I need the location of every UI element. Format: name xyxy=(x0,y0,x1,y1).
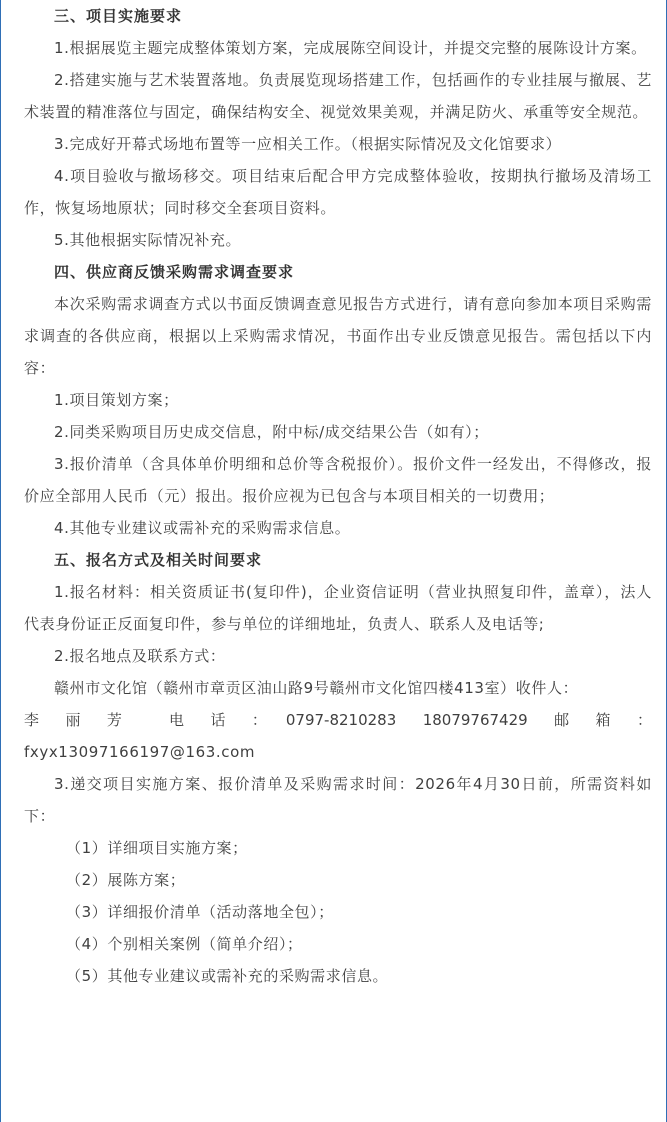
list-item: （1）详细项目实施方案； xyxy=(66,839,248,857)
paragraph: 3.完成好开幕式场地布置等一应相关工作。（根据实际情况及文化馆要求） xyxy=(54,135,562,153)
paragraph: 本次采购需求调查方式以书面反馈调查意见报告方式进行，请有意向参加本项目采购需求调查的各供应商，根据以上采购需求情况，书面作出专业反馈意见报告。需包括以下内容： xyxy=(24,295,652,377)
address-line: 赣州市文化馆（赣州市章贡区油山路9号赣州市文化馆四楼413室）收件人： xyxy=(54,679,579,697)
list-item: （3）详细报价清单（活动落地全包）； xyxy=(66,903,334,921)
list-item: （4）个别相关案例（简单介绍）； xyxy=(66,935,303,953)
paragraph: 1.根据展览主题完成整体策划方案，完成展陈空间设计，并提交完整的展陈设计方案。 xyxy=(54,39,647,57)
list-item: （5）其他专业建议或需补充的采购需求信息。 xyxy=(66,967,389,985)
paragraph: 1.项目策划方案； xyxy=(54,391,179,409)
paragraph: 2.同类采购项目历史成交信息，附中标/成交结果公告（如有）； xyxy=(54,423,489,441)
paragraph: 4.项目验收与撤场移交。项目结束后配合甲方完成整体验收，按期执行撤场及清场工作，恢复场地原状；同时移交全套项目资料。 xyxy=(24,167,652,217)
paragraph: 4.其他专业建议或需补充的采购需求信息。 xyxy=(54,519,351,537)
list-item: （2）展陈方案； xyxy=(66,871,186,889)
section-heading-registration: 五、报名方式及相关时间要求 xyxy=(54,551,263,569)
paragraph: 3.递交项目实施方案、报价清单及采购需求时间：2026年4月30日前，所需资料如下： xyxy=(24,775,652,825)
section-heading-implementation: 三、项目实施要求 xyxy=(54,7,183,25)
paragraph: 2.搭建实施与艺术装置落地。负责展览现场搭建工作，包括画作的专业挂展与撤展、艺术装置的精准落位与固定，确保结构安全、视觉效果美观，并满足防火、承重等安全规范。 xyxy=(24,71,652,121)
email-line: fxyx13097166197@163.com xyxy=(24,743,256,761)
contact-line: 李 丽 芳 电 话 ： 0797-8210283 18079767429 邮 箱 ： xyxy=(24,711,652,729)
paragraph: 1.报名材料：相关资质证书(复印件)，企业资信证明（营业执照复印件，盖章），法人代表身份证正反面复印件，参与单位的详细地址，负责人、联系人及电话等; xyxy=(24,583,652,633)
paragraph: 5.其他根据实际情况补充。 xyxy=(54,231,242,249)
paragraph: 3.报价清单（含具体单价明细和总价等含税报价）。报价文件一经发出，不得修改，报价应全部用人民币（元）报出。报价应视为已包含与本项目相关的一切费用； xyxy=(24,455,652,505)
paragraph: 2.报名地点及联系方式： xyxy=(54,647,226,665)
section-heading-feedback: 四、供应商反馈采购需求调查要求 xyxy=(54,263,295,281)
